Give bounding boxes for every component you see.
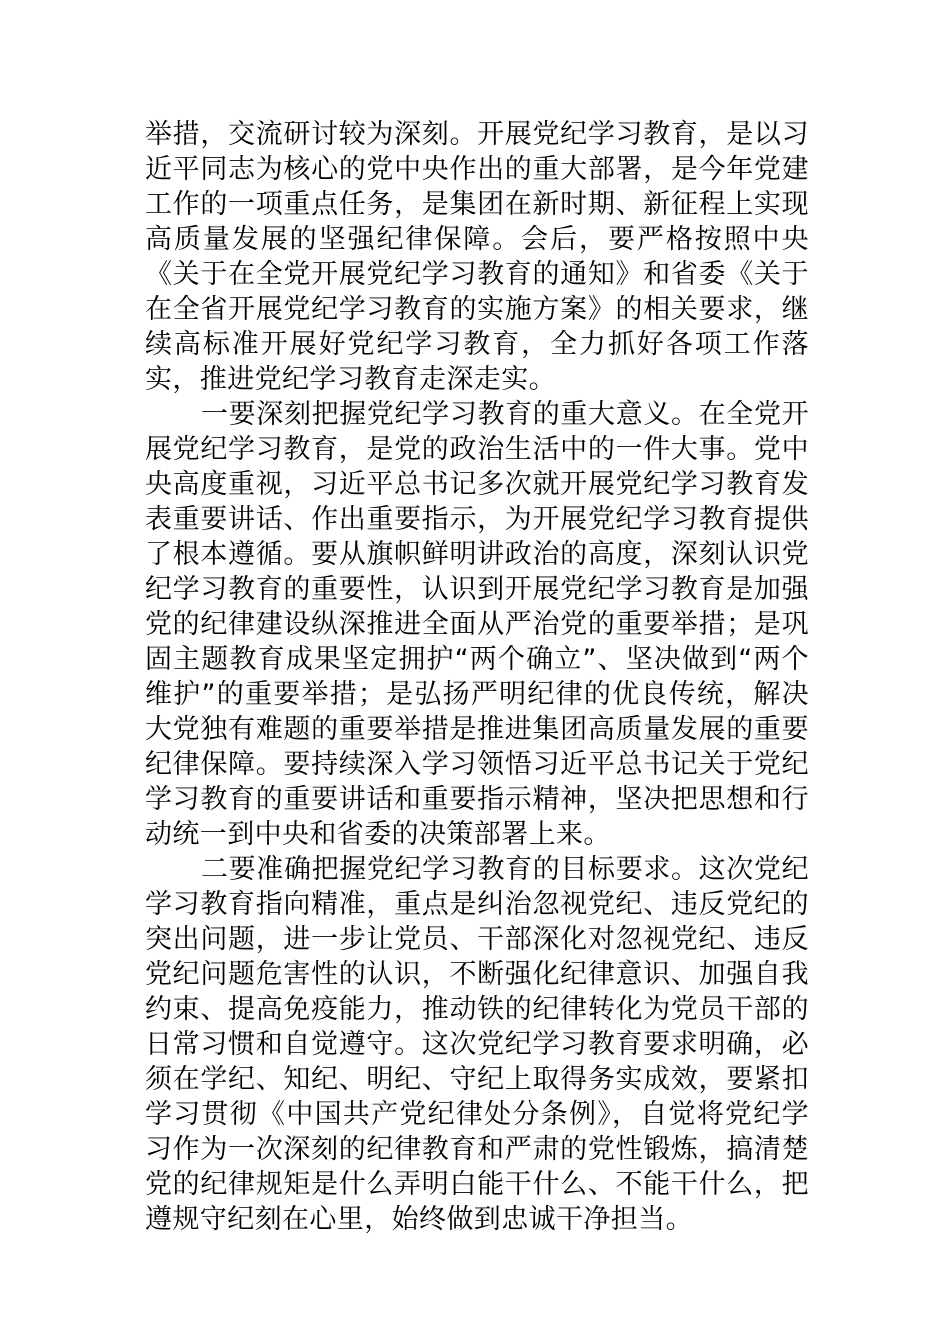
- paragraph-continuation: 举措，交流研讨较为深刻。开展党纪学习教育，是以习近平同志为核心的党中央作出的重大部署，是今年党建工作的一项重点任务，是集团在新时期、新征程上实现高质量发展的坚强纪律保障。会后，要严格按照中央《关于在全党开展党纪学习教育的通知》和省委《关于在全省开展党纪学习教育的实施方案》的相关要求，继续高标准开展好党纪学习教育，全力抓好各项工作落实，推进党纪学习教育走深走实。: [145, 119, 809, 395]
- document-body: [145, 117, 809, 1237]
- paragraph-objectives: 二要准确把握党纪学习教育的目标要求。这次党纪学习教育指向精准，重点是纠治忽视党纪、违反党纪的突出问题，进一步让党员、干部深化对忽视党纪、违反党纪问题危害性的认识，不断强化纪律意识、加强自我约束、提高免疫能力，推动铁的纪律转化为党员干部的日常习惯和自觉遵守。这次党纪学习教育要求明确，必须在学纪、知纪、明纪、守纪上取得务实成效，要紧扣学习贯彻《中国共产党纪律处分条例》，自觉将党纪学习作为一次深刻的纪律教育和严肃的党性锻炼，搞清楚党的纪律规矩是什么弄明白能干什么、不能干什么，把遵规守纪刻在心里，始终做到忠诚干净担当。: [145, 854, 809, 1235]
- paragraph-significance: 一要深刻把握党纪学习教育的重大意义。在全党开展党纪学习教育，是党的政治生活中的一件大事。党中央高度重视，习近平总书记多次就开展党纪学习教育发表重要讲话、作出重要指示，为开展党纪学习教育提供了根本遵循。要从旗帜鲜明讲政治的高度，深刻认识党纪学习教育的重要性，认识到开展党纪学习教育是加强党的纪律建设纵深推进全面从严治党的重要举措；是巩固主题教育成果坚定拥护“两个确立”、坚决做到“两个维护”的重要举措；是弘扬严明纪律的优良传统，解决大党独有难题的重要举措是推进集团高质量发展的重要纪律保障。要持续深入学习领悟习近平总书记关于党纪学习教育的重要讲话和重要指示精神，坚决把思想和行动统一到中央和省委的决策部署上来。: [145, 399, 809, 850]
